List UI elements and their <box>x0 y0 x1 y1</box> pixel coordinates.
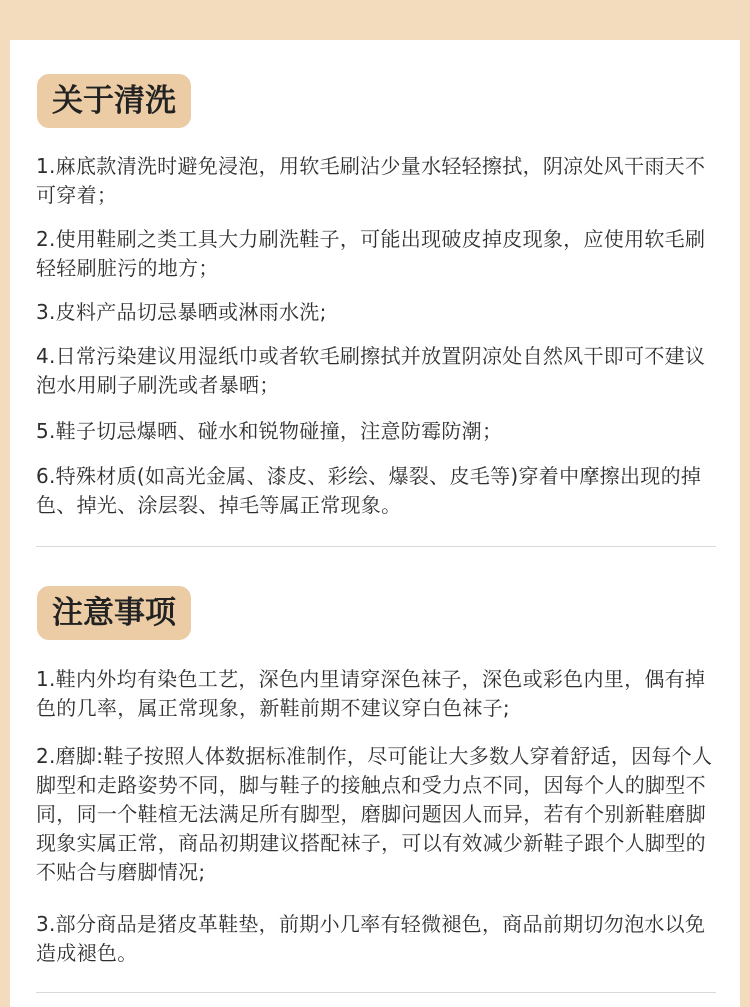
cleaning-item-3: 3.皮料产品切忌暴晒或淋雨水洗; <box>36 300 327 324</box>
section-divider <box>36 546 716 547</box>
cleaning-item-1: 1.麻底款清洗时避免浸泡，用软毛刷沾少量水轻轻擦拭，阴凉处风干雨天不可穿着； <box>36 154 706 207</box>
content-card <box>10 40 740 1007</box>
notes-heading: 注意事项 <box>37 586 191 640</box>
notes-item-1: 1.鞋内外均有染色工艺，深色内里请穿深色袜子，深色或彩色内里，偶有掉色的几率，属正常现象，新鞋前期不建议穿白色袜子; <box>36 667 706 720</box>
cleaning-item-2: 2.使用鞋刷之类工具大力刷洗鞋子，可能出现破皮掉皮现象，应使用软毛刷轻轻刷脏污的地方； <box>36 227 706 280</box>
bottom-divider <box>36 992 716 993</box>
cleaning-item-6: 6.特殊材质(如高光金属、漆皮、彩绘、爆裂、皮毛等)穿着中摩擦出现的掉色、掉光、涂层裂、掉毛等属正常现象。 <box>36 464 702 517</box>
notes-item-3: 3.部分商品是猪皮革鞋垫，前期小几率有轻微褪色，商品前期切勿泡水以免造成褪色。 <box>36 912 706 965</box>
notes-item-2: 2.磨脚:鞋子按照人体数据标准制作，尽可能让大多数人穿着舒适，因每个人脚型和走路姿势不同，脚与鞋子的接触点和受力点不同，因每个人的脚型不同，同一个鞋楦无法满足所有脚型，磨脚问题因人而异，若有个别新鞋磨脚现象实属正常，商品初期建议搭配袜子，可以有效减少新鞋子跟个人脚型的不贴合与磨脚情况; <box>36 744 713 884</box>
cleaning-item-5: 5.鞋子切忌爆晒、碰水和锐物碰撞，注意防霉防潮； <box>36 419 503 443</box>
cleaning-heading: 关于清洗 <box>37 74 191 128</box>
cleaning-item-4: 4.日常污染建议用湿纸巾或者软毛刷擦拭并放置阴凉处自然风干即可不建议泡水用刷子刷洗或者暴晒； <box>36 344 706 397</box>
